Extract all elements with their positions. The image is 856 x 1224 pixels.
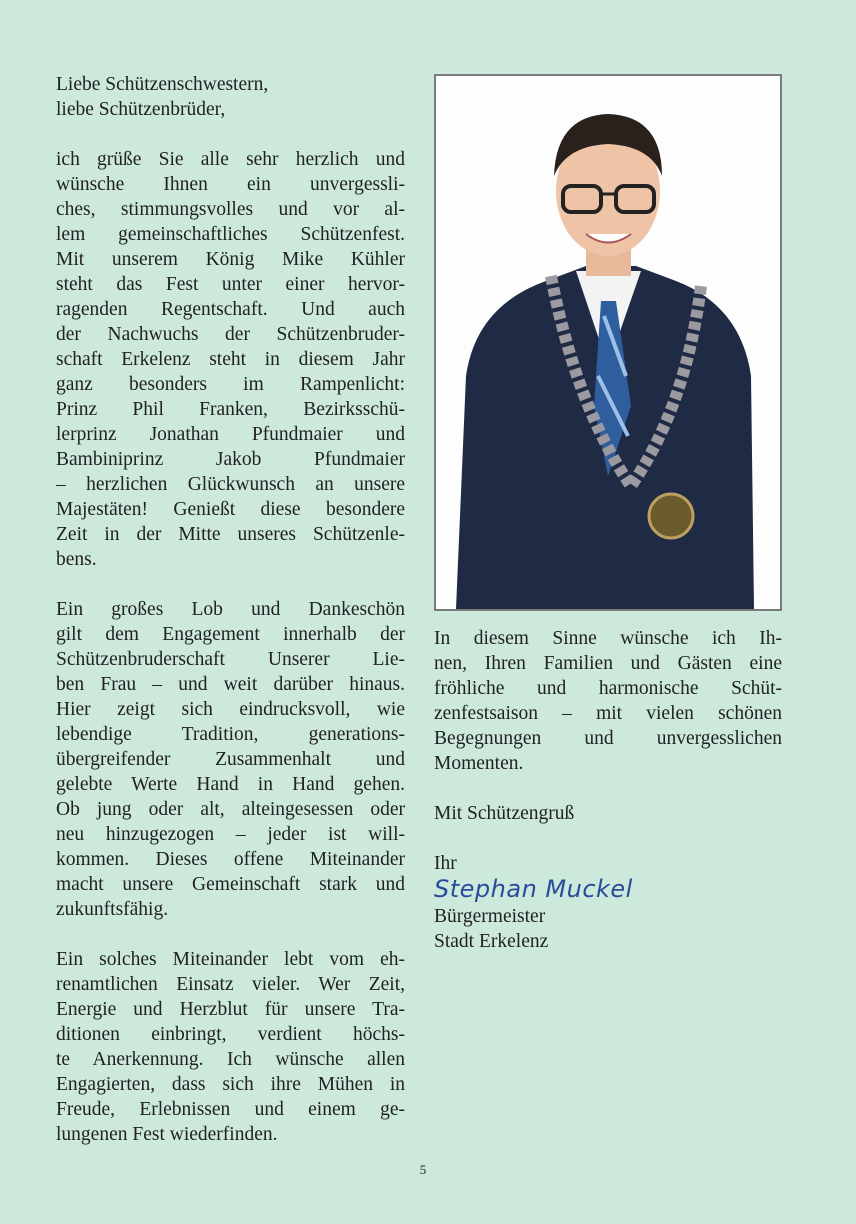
text-line: Zeit in der Mitte unseres Schützenle- [56, 524, 405, 545]
text-line: Momenten. [434, 753, 524, 774]
closing-text: Ihr [434, 853, 457, 874]
text-line: Bambiniprinz Jakob Pfundmaier [56, 449, 405, 470]
text-line: Ein großes Lob und Dankeschön [56, 599, 405, 620]
text-line: Energie und Herzblut für unsere Tra- [56, 999, 405, 1020]
portrait-photo [434, 74, 782, 611]
paragraph-gap [56, 922, 405, 947]
paragraph [56, 147, 405, 572]
text-line: gelebte Werte Hand in Hand gehen. [56, 774, 405, 795]
text-line: macht unsere Gemeinschaft stark und [56, 874, 405, 895]
text-line: ditionen einbringt, verdient höchs- [56, 1024, 405, 1045]
right-text-column [434, 626, 782, 954]
text-line: nen, Ihren Familien und Gästen eine [434, 653, 782, 674]
text-line: – herzlichen Glückwunsch an unsere [56, 474, 405, 495]
text-line: lerprinz Jonathan Pfundmaier und [56, 424, 405, 445]
greeting-line: liebe Schützenbrüder, [56, 99, 226, 120]
paragraph [56, 947, 405, 1147]
text-line: übergreifender Zusammenhalt und [56, 749, 405, 770]
text-line: te Anerkennung. Ich wünsche allen [56, 1049, 405, 1070]
text-line: der Nachwuchs der Schützenbruder- [56, 324, 405, 345]
text-line: Engagierten, dass sich ihre Mühen in [56, 1074, 405, 1095]
text-line: neu hinzugezogen – jeder ist will- [56, 824, 405, 845]
text-line: Mit unserem König Mike Kühler [56, 249, 405, 270]
text-line: Schützenbruderschaft Unserer Lie- [56, 649, 405, 670]
paragraph [434, 626, 782, 776]
paragraph-gap [434, 776, 782, 801]
text-line: ganz besonders im Rampenlicht: [56, 374, 405, 395]
text-line: wünsche Ihnen ein unvergessli- [56, 174, 405, 195]
text-line: Ein solches Miteinander lebt vom eh- [56, 949, 405, 970]
text-line: Begegnungen und unvergesslichen [434, 728, 782, 749]
text-line: zenfestsaison – mit vielen schönen [434, 703, 782, 724]
text-line: lem gemeinschaftliches Schützenfest. [56, 224, 405, 245]
paragraph-gap [434, 826, 782, 851]
text-line: renamtlichen Einsatz vieler. Wer Zeit, [56, 974, 405, 995]
text-line: Freude, Erlebnissen und einem ge- [56, 1099, 405, 1120]
text-line: ragenden Regentschaft. Und auch [56, 299, 405, 320]
text-line: gilt dem Engagement innerhalb der [56, 624, 405, 645]
text-line: kommen. Dieses offene Miteinander [56, 849, 405, 870]
text-line: ben Frau – und weit darüber hinaus. [56, 674, 405, 695]
text-line: ich grüße Sie alle sehr herzlich und [56, 149, 405, 170]
text-line: lungenen Fest wiederfinden. [56, 1124, 278, 1145]
paragraph-gap [56, 122, 405, 147]
text-line: Ob jung oder alt, alteingesessen oder [56, 799, 405, 820]
text-line: ches, stimmungsvolles und vor al- [56, 199, 405, 220]
signer-title: Bürgermeister [434, 906, 546, 927]
paragraph [56, 72, 405, 122]
text-line: Mit Schützengruß [434, 803, 575, 824]
text-line: schaft Erkelenz steht in diesem Jahr [56, 349, 405, 370]
text-line: steht das Fest unter einer hervor- [56, 274, 405, 295]
portrait-illustration [436, 76, 780, 609]
paragraph-gap [56, 572, 405, 597]
paragraph [434, 801, 782, 826]
paragraph [56, 597, 405, 922]
text-line: Majestäten! Genießt diese besondere [56, 499, 405, 520]
text-line: lebendige Tradition, generations- [56, 724, 405, 745]
text-line: In diesem Sinne wünsche ich Ih- [434, 628, 782, 649]
left-text-column [56, 72, 405, 1147]
text-line: bens. [56, 549, 97, 570]
signer-city: Stadt Erkelenz [434, 931, 549, 952]
text-line: Hier zeigt sich eindrucksvoll, wie [56, 699, 405, 720]
greeting-line: Liebe Schützenschwestern, [56, 74, 269, 95]
page-number: 5 [419, 1162, 427, 1177]
text-line: zukunftsfähig. [56, 899, 169, 920]
text-line: Prinz Phil Franken, Bezirksschü- [56, 399, 405, 420]
signature: Stephan Muckel [434, 875, 633, 903]
text-line: fröhliche und harmonische Schüt- [434, 678, 782, 699]
